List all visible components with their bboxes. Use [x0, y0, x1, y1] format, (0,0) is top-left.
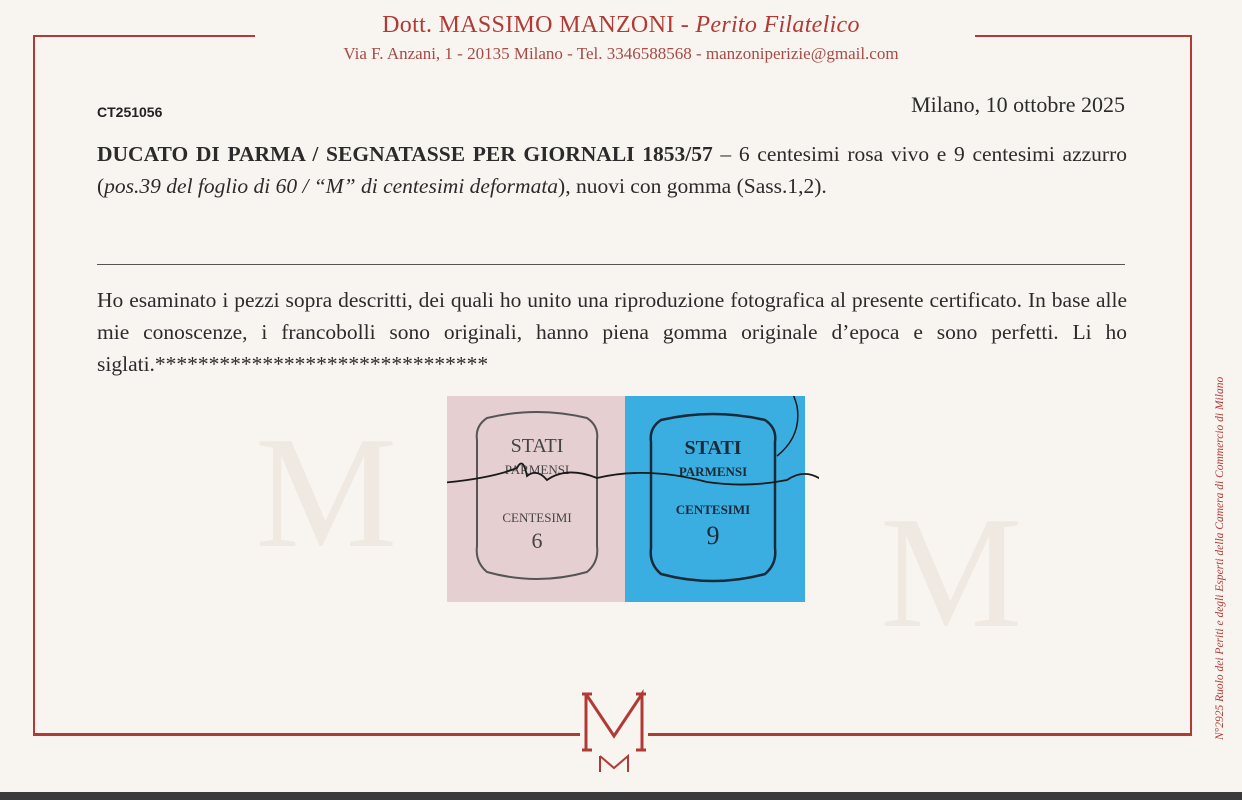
section-divider: [97, 264, 1125, 265]
description-subject: DUCATO DI PARMA / SEGNATASSE PER GIORNALI 1853/57: [97, 142, 713, 166]
expert-role: Perito Filatelico: [695, 12, 860, 38]
frame-bottom-left: [33, 734, 580, 736]
stamp-9c-bottom: CENTESIMI: [675, 502, 751, 517]
certificate-number: CT251056: [97, 104, 163, 120]
expert-address: Via F. Anzani, 1 - 20135 Milano - Tel. 3346588568 - manzoniperizie@gmail.com: [343, 44, 899, 63]
description-text-1: – 6 centesimi rosa vivo e 9 centesimi azzurro (: [97, 142, 1127, 198]
place-date: Milano, 10 ottobre 2025: [911, 92, 1125, 117]
expert-logo: [580, 686, 648, 774]
stamp-description: [97, 138, 1127, 202]
stamp-6c-top: STATI: [510, 435, 564, 457]
scan-edge: [0, 792, 1242, 800]
stamp-9c-middle: PARMENSI: [678, 464, 748, 479]
logo-mm: [580, 686, 648, 774]
stamp-6c-middle: PARMENSI: [504, 462, 570, 477]
title-separator: -: [674, 12, 696, 38]
stamps-photo: [447, 396, 819, 607]
stamp-9c-value: 9: [706, 521, 720, 550]
stamp-6c-paper: [447, 396, 627, 602]
expert-statement: Ho esaminato i pezzi sopra descritti, dei quali ho unito una riproduzione fotografica al presente certificato. In base alle mie conoscenze, i francobolli sono originali, hanno piena gomma originale d’epoca e sono perfetti. Li ho siglati.*******************************: [97, 288, 1127, 376]
stamp-9c-top: STATI: [684, 437, 742, 459]
watermark-m-left: M: [255, 403, 398, 581]
description-note: pos.39 del foglio di 60 / “M” di centesimi deformata: [104, 174, 559, 198]
stamps-image: [447, 396, 819, 602]
watermark-m-right: M: [880, 483, 1023, 661]
description-text-2: ), nuovi con gomma (Sass.1,2).: [558, 174, 827, 198]
stamp-6c-value: 6: [531, 528, 543, 553]
frame-bottom-right: [648, 734, 1192, 736]
registry-note: N°2925 Ruolo dei Periti e degli Esperti della Camera di Commercio di Milano: [1214, 376, 1226, 740]
expert-name: Dott. MASSIMO MANZONI: [382, 12, 675, 38]
stamp-6c-bottom: CENTESIMI: [502, 510, 572, 525]
expert-title: [0, 12, 1242, 39]
